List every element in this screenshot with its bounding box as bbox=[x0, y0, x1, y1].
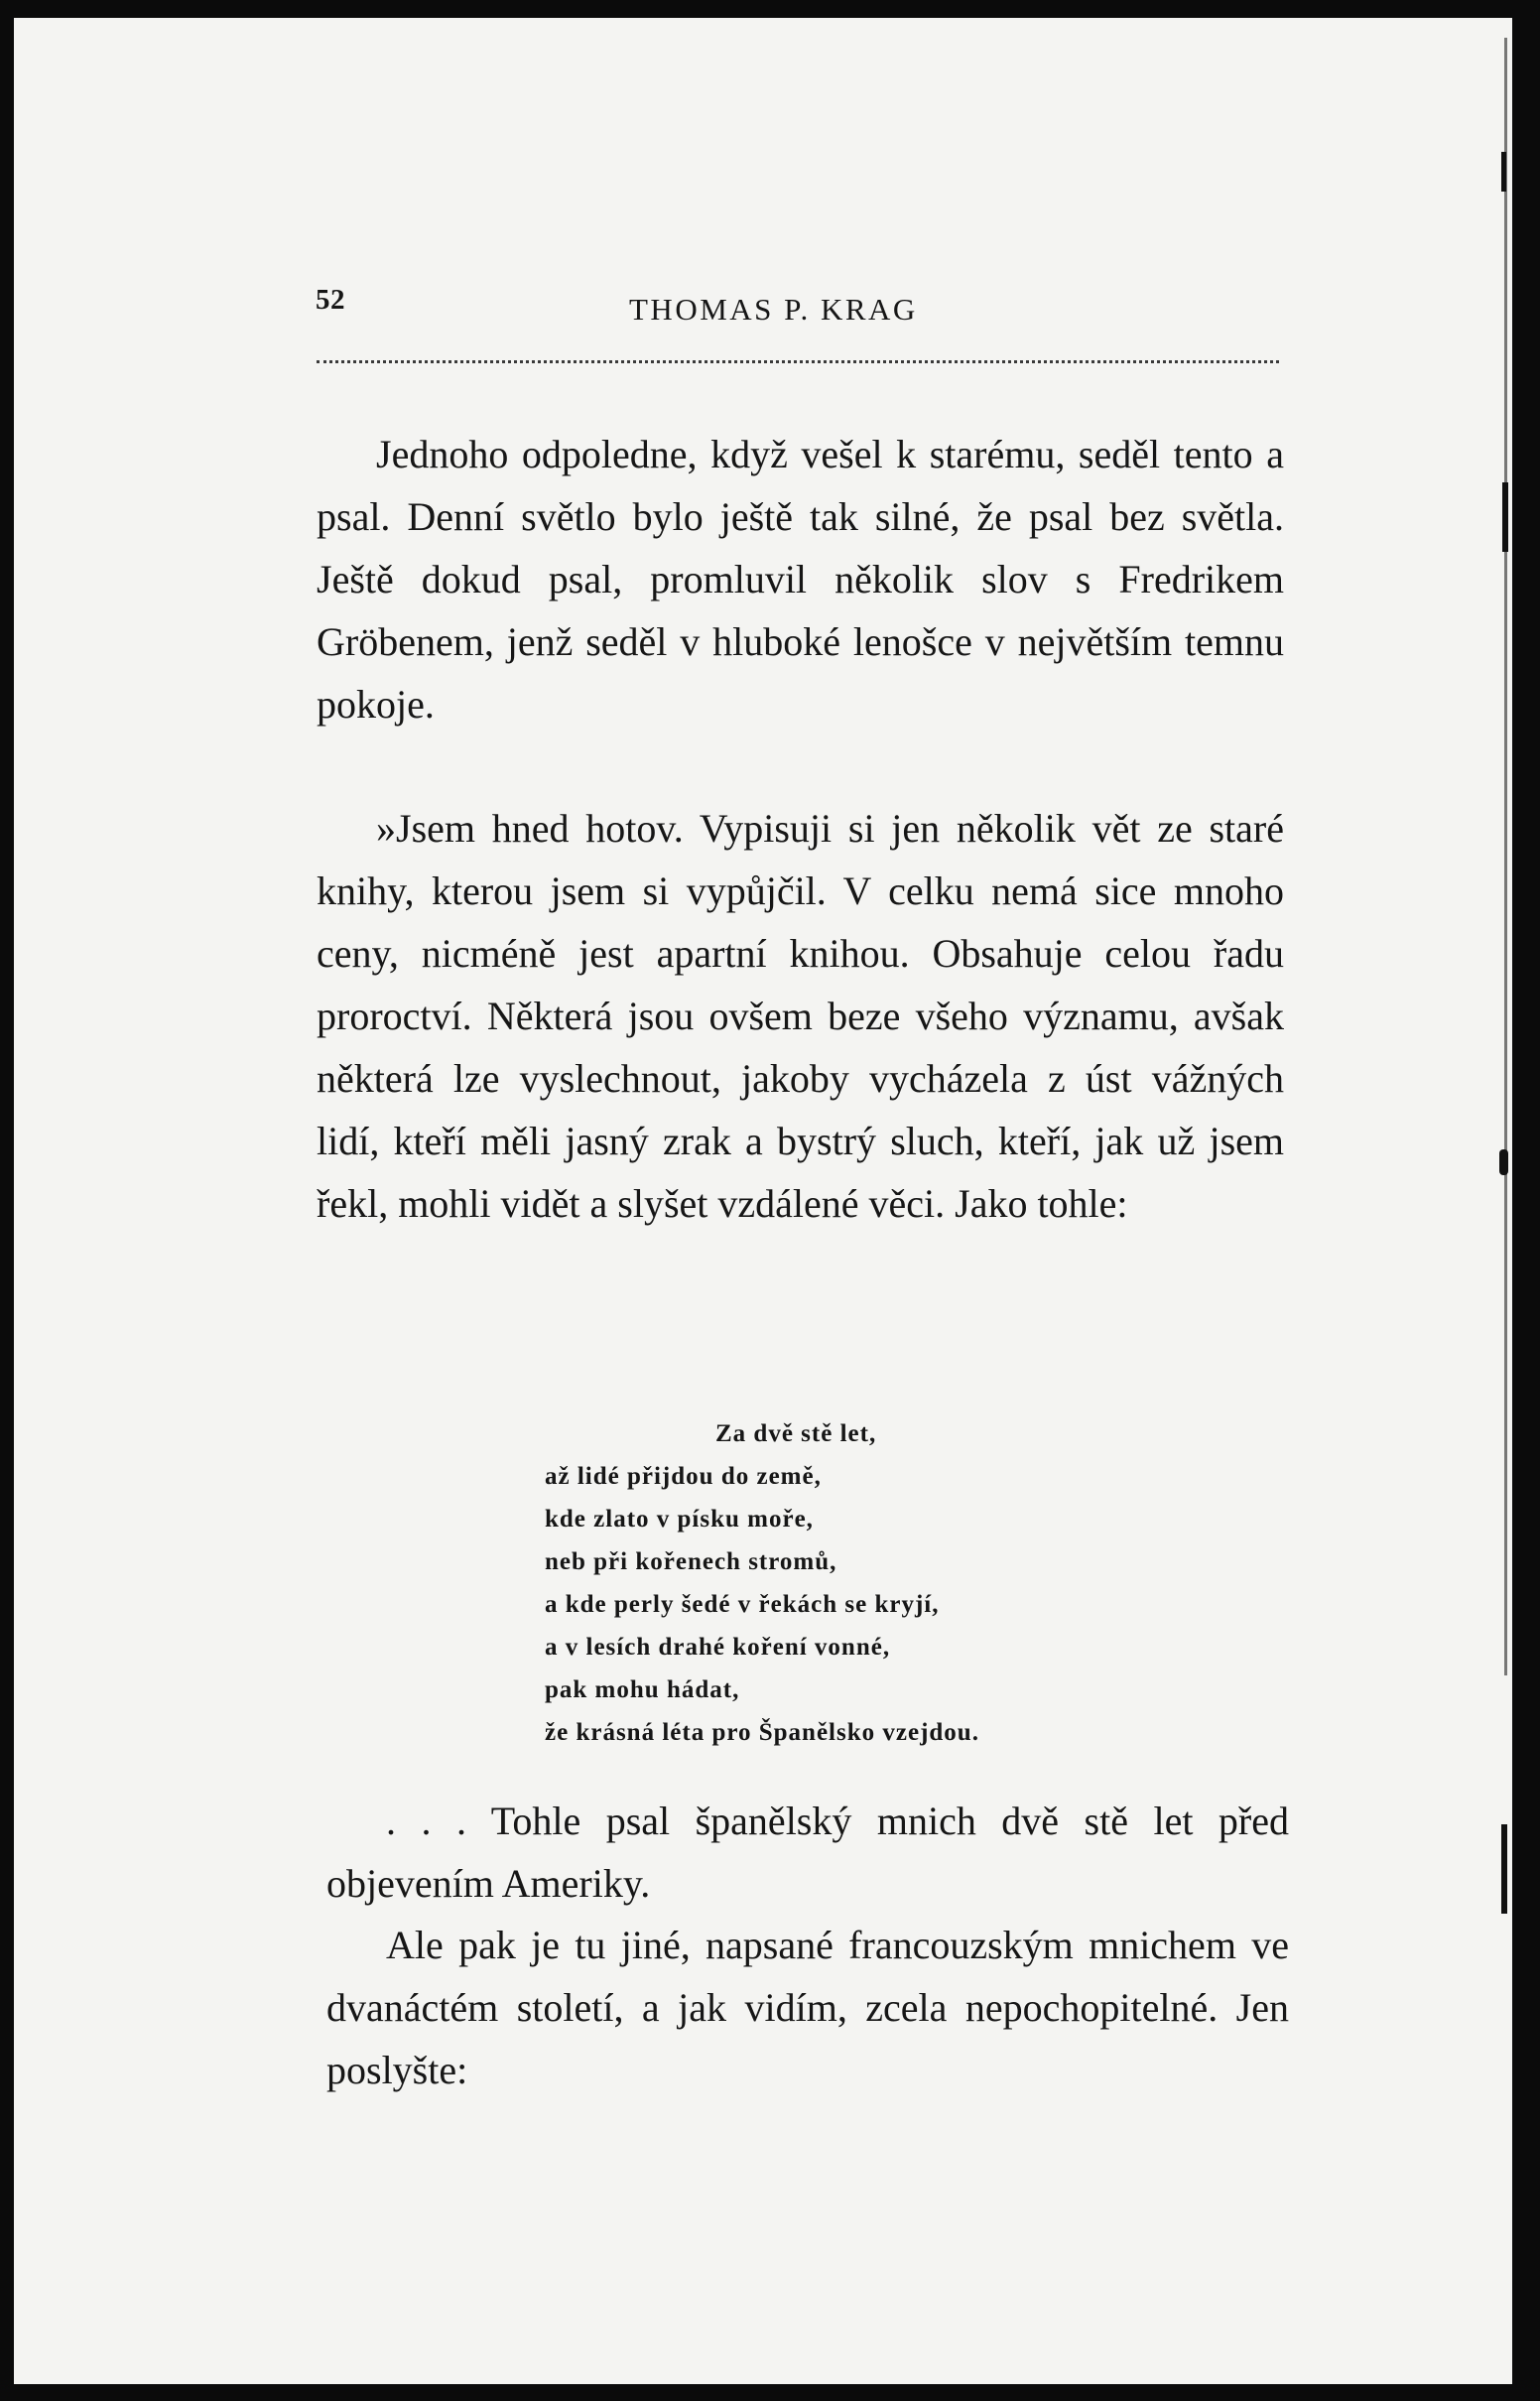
poem-line: pak mohu hádat, bbox=[545, 1676, 740, 1703]
scan-edge-mark bbox=[1501, 152, 1506, 192]
book-page bbox=[14, 18, 1512, 2384]
page-number: 52 bbox=[316, 284, 345, 316]
scan-edge-mark bbox=[1499, 1149, 1508, 1175]
poem-line: Za dvě stě let, bbox=[715, 1420, 877, 1447]
paragraph-2: »Jsem hned hotov. Vypisuji si jen několik vět ze staré knihy, kterou jsem si vypůjčil. V celku nemá sice mnoho ceny, nicméně jest apartní knihou. Obsahuje celou řadu proroctví. Některá jsou ovšem beze všeho významu, avšak některá lze vyslechnout, jakoby vycházela z úst vážných lidí, kteří měli jasný zrak a bystrý sluch, kteří, jak už jsem řekl, mohli vidět a slyšet vzdálené věci. Jako tohle: bbox=[317, 806, 1284, 1226]
poem-line: a v lesích drahé koření vonné, bbox=[545, 1634, 891, 1661]
poem-line: že krásná léta pro Španělsko vzejdou. bbox=[545, 1719, 979, 1746]
poem-line: až lidé přijdou do země, bbox=[545, 1463, 822, 1490]
poem bbox=[545, 1412, 1140, 1754]
paragraph-3: . . . Tohle psal španělský mnich dvě stě let před objevením Ameriky. bbox=[326, 1799, 1289, 1906]
running-title: THOMAS P. KRAG bbox=[629, 292, 918, 327]
poem-line: a kde perly šedé v řekách se kryjí, bbox=[545, 1591, 940, 1618]
paragraph-1: Jednoho odpoledne, když vešel k starému, seděl tento a psal. Denní světlo bylo ještě tak silné, že psal bez světla. Ještě dokud psal, promluvil několik slov s Fredrikem Gröbenem, jenž seděl v hluboké lenošce v největším temnu pokoje. bbox=[317, 432, 1284, 727]
scan-edge-line bbox=[1504, 38, 1507, 1675]
scan-edge-mark bbox=[1501, 1824, 1507, 1914]
poem-line: kde zlato v písku moře, bbox=[545, 1506, 814, 1533]
poem-line: neb při kořenech stromů, bbox=[545, 1548, 837, 1575]
header-divider bbox=[317, 360, 1279, 363]
scan-edge-mark bbox=[1502, 482, 1508, 552]
paragraph-4: Ale pak je tu jiné, napsané francouzským mnichem ve dvanáctém století, a jak vidím, zcela nepochopitelné. Jen poslyšte: bbox=[326, 1923, 1289, 2092]
